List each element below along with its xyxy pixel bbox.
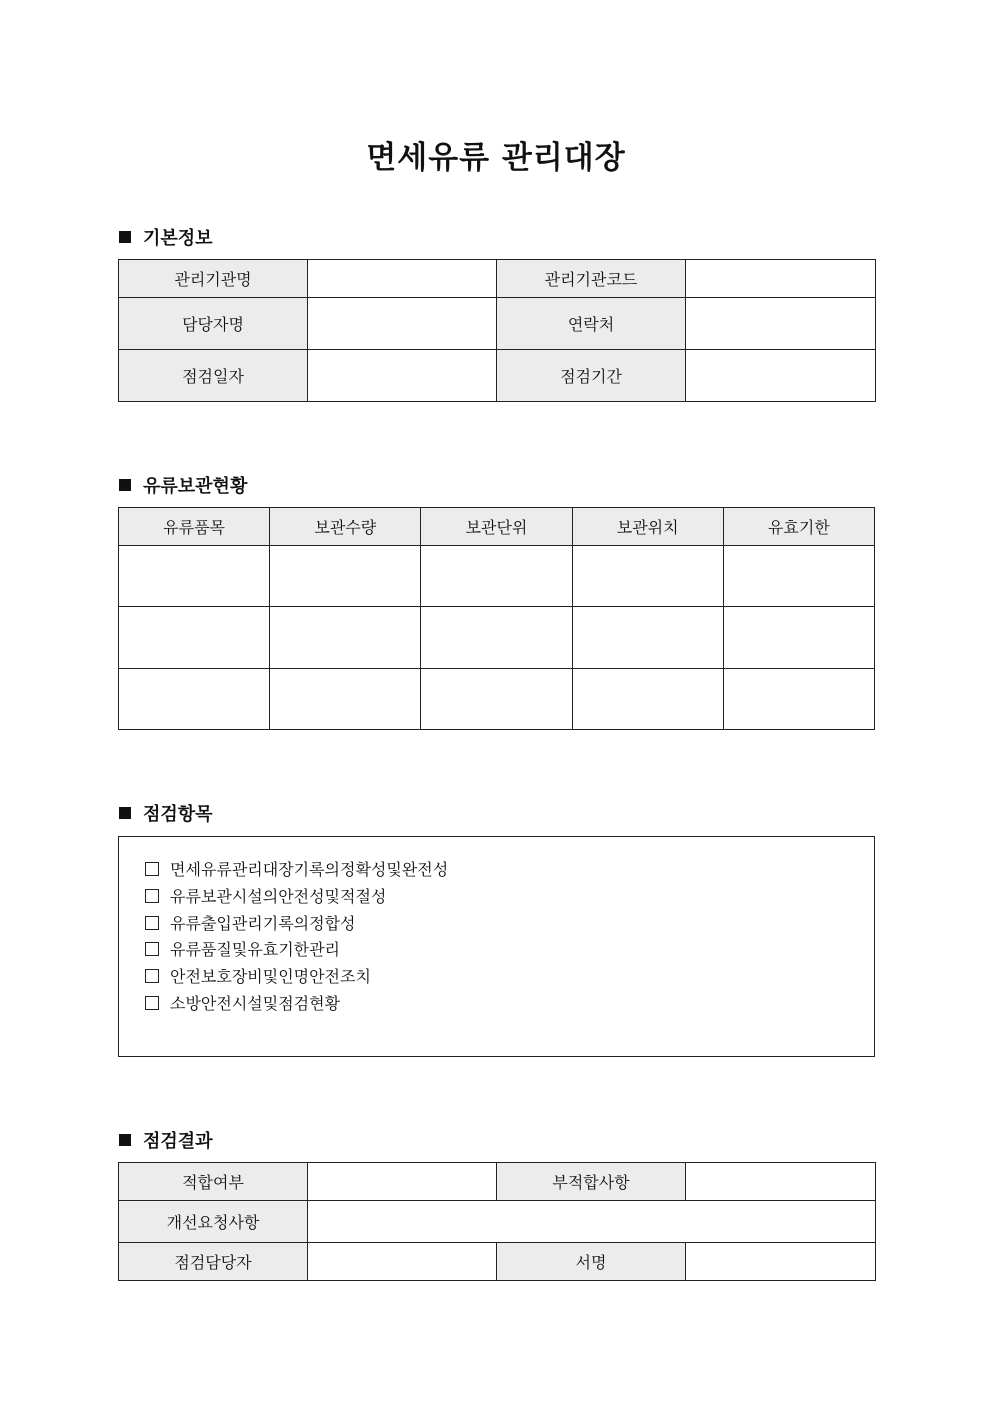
table-cell[interactable]: [723, 546, 874, 607]
checkbox-icon[interactable]: [145, 996, 159, 1010]
table-cell[interactable]: [723, 669, 874, 730]
table-cell[interactable]: [421, 669, 572, 730]
header-quantity: 보관수량: [270, 508, 421, 546]
table-row: [119, 669, 875, 730]
table-cell[interactable]: [119, 607, 270, 669]
input-contact[interactable]: [686, 298, 876, 350]
square-bullet-icon: [119, 807, 131, 819]
header-unit: 보관단위: [421, 508, 572, 546]
checklist-label: 유류출입관리기록의정합성: [170, 914, 356, 933]
section-label: 점검결과: [143, 1131, 213, 1152]
table-cell[interactable]: [421, 607, 572, 669]
square-bullet-icon: [119, 1134, 131, 1146]
table-cell[interactable]: [119, 669, 270, 730]
label-improvement: 개선요청사항: [119, 1201, 308, 1243]
section-label: 기본정보: [143, 228, 213, 249]
section-label: 유류보관현황: [143, 476, 248, 497]
table-cell[interactable]: [572, 607, 723, 669]
table-row: [119, 607, 875, 669]
table-cell[interactable]: [572, 669, 723, 730]
header-expiry: 유효기한: [723, 508, 874, 546]
label-nonconformity: 부적합사항: [497, 1163, 686, 1201]
label-suitability: 적합여부: [119, 1163, 308, 1201]
section-title-inspection-items: [119, 800, 213, 826]
input-inspector[interactable]: [308, 1243, 497, 1281]
input-org-code[interactable]: [686, 260, 876, 298]
table-cell[interactable]: [270, 546, 421, 607]
header-oil-item: 유류품목: [119, 508, 270, 546]
label-signature: 서명: [497, 1243, 686, 1281]
table-cell[interactable]: [572, 546, 723, 607]
table-cell[interactable]: [270, 669, 421, 730]
label-inspection-date: 점검일자: [119, 350, 308, 402]
checklist-box: [118, 836, 875, 1057]
checkbox-icon[interactable]: [145, 916, 159, 930]
basic-info-table: [118, 259, 876, 402]
table-row: [119, 546, 875, 607]
input-manager[interactable]: [308, 298, 497, 350]
section-label: 점검항목: [143, 804, 213, 825]
section-title-storage: [119, 472, 247, 498]
label-org-code: 관리기관코드: [497, 260, 686, 298]
input-inspection-period[interactable]: [686, 350, 876, 402]
checklist-label: 유류보관시설의안전성및적절성: [170, 887, 387, 906]
page-title: 면세유류 관리대장: [366, 140, 626, 176]
table-cell[interactable]: [270, 607, 421, 669]
checklist-label: 소방안전시설및점검현황: [170, 994, 341, 1013]
header-location: 보관위치: [572, 508, 723, 546]
checklist-item[interactable]: [145, 857, 448, 880]
checkbox-icon[interactable]: [145, 889, 159, 903]
section-title-result: [119, 1127, 213, 1153]
storage-table: [118, 507, 875, 730]
input-org-name[interactable]: [308, 260, 497, 298]
checklist-item[interactable]: [145, 991, 340, 1014]
checkbox-icon[interactable]: [145, 862, 159, 876]
label-org-name: 관리기관명: [119, 260, 308, 298]
checklist-item[interactable]: [145, 911, 355, 934]
square-bullet-icon: [119, 479, 131, 491]
input-suitability[interactable]: [308, 1163, 497, 1201]
label-inspection-period: 점검기간: [497, 350, 686, 402]
input-nonconformity[interactable]: [686, 1163, 876, 1201]
label-contact: 연락처: [497, 298, 686, 350]
table-cell[interactable]: [723, 607, 874, 669]
table-cell[interactable]: [119, 546, 270, 607]
input-inspection-date[interactable]: [308, 350, 497, 402]
checklist-item[interactable]: [145, 964, 371, 987]
checklist-label: 면세유류관리대장기록의정확성및완전성: [170, 860, 449, 879]
checklist-item[interactable]: [145, 884, 386, 907]
checklist-item[interactable]: [145, 937, 340, 960]
result-table: [118, 1162, 876, 1281]
checklist-label: 안전보호장비및인명안전조치: [170, 967, 371, 986]
table-cell[interactable]: [421, 546, 572, 607]
checkbox-icon[interactable]: [145, 969, 159, 983]
input-improvement[interactable]: [308, 1201, 876, 1243]
square-bullet-icon: [119, 231, 131, 243]
checklist-label: 유류품질및유효기한관리: [170, 940, 341, 959]
label-inspector: 점검담당자: [119, 1243, 308, 1281]
input-signature[interactable]: [686, 1243, 876, 1281]
section-title-basic: [119, 224, 213, 250]
label-manager: 담당자명: [119, 298, 308, 350]
checkbox-icon[interactable]: [145, 942, 159, 956]
